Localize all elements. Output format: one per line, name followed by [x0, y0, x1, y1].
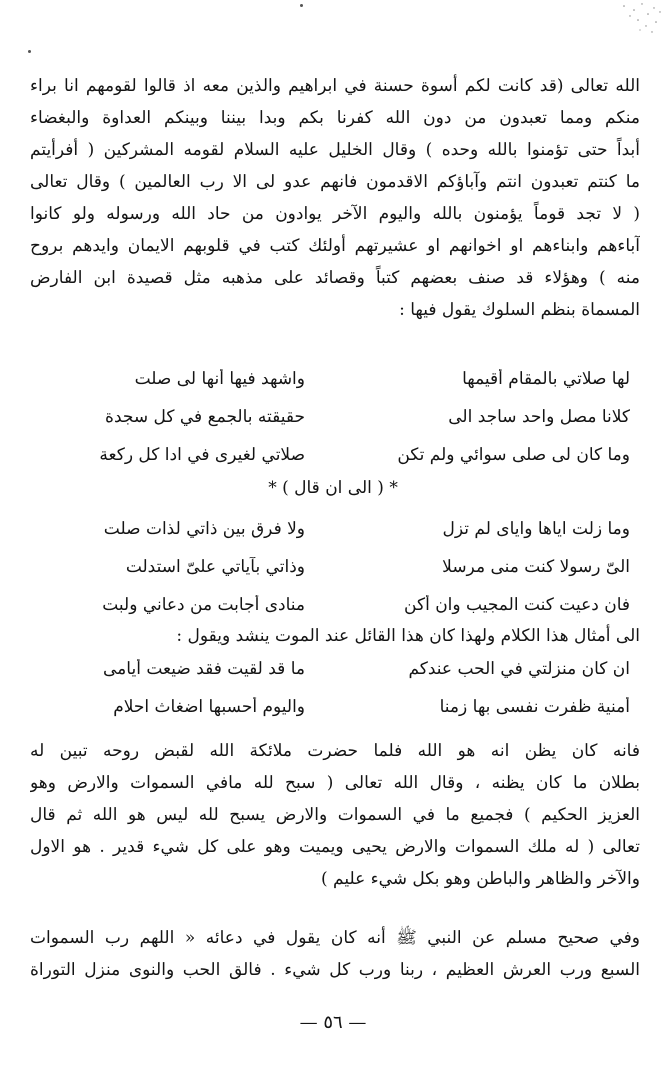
- verse-first-hemistich: كلانا مصل واحد ساجد الى: [448, 407, 630, 427]
- verse-second-hemistich: واليوم أحسبها اضغاث احلام: [113, 697, 305, 717]
- paragraph-2: [30, 735, 640, 895]
- text-line: الله تعالى (قد كانت لكم أسوة حسنة في ابراهيم والذين معه اذ قالوا لقومهم انا براء: [30, 76, 640, 96]
- verse-line: [50, 586, 630, 624]
- text-line: تعالى ( له ملك السموات والارض يحيى ويميت وهو على كل شيء قدير . هو الاول: [30, 837, 640, 857]
- scan-noise-mark: [604, 0, 664, 40]
- text-line: آباءهم وابناءهم او اخوانهم او عشيرتهم أولئك كتب في قلوبهم الايمان وايدهم بروح: [30, 236, 640, 256]
- verse-first-hemistich: أمنية ظفرت نفسى بها زمنا: [439, 697, 630, 717]
- verse-line: [50, 650, 630, 688]
- page-number: — ٥٦ —: [299, 1012, 367, 1033]
- text-line: منه ) وهؤلاء قد صنف بعضهم كتباً وقصائد على مذهبه مثل قصيدة ابن الفارض: [30, 268, 640, 288]
- scan-speck: [300, 4, 303, 7]
- verse-second-hemistich: منادى أجابت من دعاني ولبت: [102, 595, 305, 615]
- verse-second-hemistich: ولا فرق بين ذاتي لذات صلت: [103, 519, 305, 539]
- interlude-note: * ( الى ان قال ) *: [268, 478, 398, 498]
- text-line: منكم ومما تعبدون من دون الله كفرنا بكم وبدا بيننا وبينكم العداوة والبغضاء: [30, 108, 640, 128]
- verse-line: [50, 510, 630, 548]
- paragraph-3: [30, 922, 640, 986]
- verse-line: [50, 548, 630, 586]
- verse-group-3: [50, 650, 630, 726]
- text-line: ( لا تجد قوماً يؤمنون بالله واليوم الآخر يوادون من حاد الله ورسوله ولو كانوا: [30, 204, 640, 224]
- verse-first-hemistich: الىّ رسولا كنت منى مرسلا: [442, 557, 630, 577]
- scan-speck: [28, 50, 31, 53]
- text-line: الى أمثال هذا الكلام ولهذا كان هذا القائل عند الموت ينشد ويقول :: [176, 626, 640, 646]
- verse-line: [50, 688, 630, 726]
- verse-group-1: [50, 360, 630, 474]
- verse-first-hemistich: وما زلت اياها واياى لم تزل: [442, 519, 630, 539]
- verse-second-hemistich: صلاتي لغيرى في ادا كل ركعة: [99, 445, 305, 465]
- text-line: السبع ورب العرش العظيم ، ربنا ورب كل شيء . فالق الحب والنوى منزل التوراة: [30, 960, 640, 980]
- text-line: بطلان ما كان يظنه ، وقال الله تعالى ( سبح لله مافي السموات والارض وهو: [30, 773, 640, 793]
- paragraph-1: [30, 70, 640, 326]
- verse-first-hemistich: وما كان لى صلى سوائي ولم تكن: [397, 445, 630, 465]
- verse-second-hemistich: وذاتي بآياتي علىّ استدلت: [125, 557, 305, 577]
- text-line: والآخر والظاهر والباطن وهو بكل شيء عليم ): [320, 869, 640, 889]
- verse-first-hemistich: لها صلاتي بالمقام أقيمها: [462, 369, 630, 389]
- text-line: ما كنتم تعبدون انتم وآباؤكم الاقدمون فانهم عدو لى الا رب العالمين ) وقال تعالى: [30, 172, 640, 192]
- text-line: أبداً حتى تؤمنوا بالله وحده ) وقال الخليل عليه السلام لقومه المشركين ( أفرأيتم: [30, 140, 640, 160]
- verse-second-hemistich: واشهد فيها أنها لى صلت: [134, 369, 305, 389]
- text-line: فانه كان يظن انه هو الله فلما حضرت ملائكة الله لقبض روحه تبين له: [30, 741, 640, 761]
- verse-group-2: [50, 510, 630, 624]
- verse-first-hemistich: فان دعيت كنت المجيب وان أكن: [404, 595, 630, 615]
- verse-second-hemistich: حقيقته بالجمع في كل سجدة: [105, 407, 305, 427]
- verse-line: [50, 436, 630, 474]
- verse-second-hemistich: ما قد لقيت فقد ضيعت أيامى: [103, 659, 305, 679]
- verse-line: [50, 398, 630, 436]
- verse-first-hemistich: ان كان منزلتي في الحب عندكم: [408, 659, 630, 679]
- text-line: وفي صحيح مسلم عن النبي ﷺ أنه كان يقول في دعائه « اللهم رب السموات: [30, 928, 640, 948]
- verse-line: [50, 360, 630, 398]
- text-line: العزيز الحكيم ) فجميع ما في السموات والارض يسبح لله ليس هو الله ثم قال: [30, 805, 640, 825]
- bridge-line: [30, 620, 640, 652]
- text-line: المسماة بنظم السلوك يقول فيها :: [399, 300, 640, 320]
